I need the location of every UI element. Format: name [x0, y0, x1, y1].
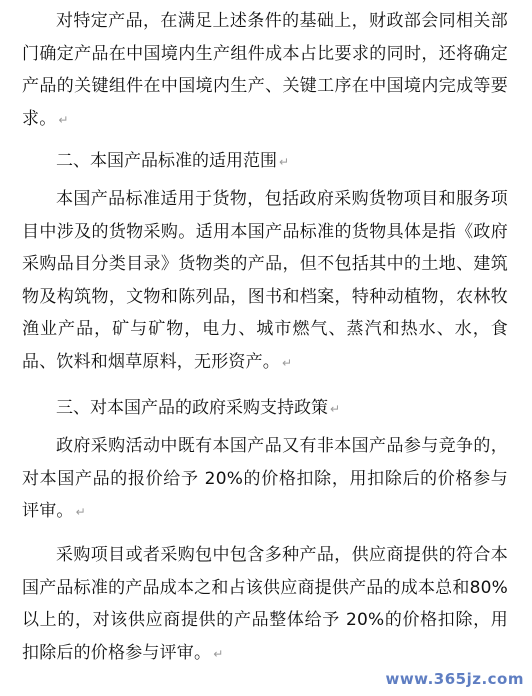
paragraph-multi-product — [22, 539, 508, 670]
paragraph-component-requirements — [22, 5, 508, 136]
paragraph-mark-icon: ↵ — [282, 355, 293, 370]
section-heading-scope — [22, 145, 508, 178]
heading-text: 三、对本国产品的政府采购支持政策 — [56, 398, 328, 418]
paragraph-text: 本国产品标准适用于货物，包括政府采购货物项目和服务项目中涉及的货物采购。适用本国产品标准的货物具体是指《政府采购品目分类目录》货物类的产品，但不包括其中的土地、建筑物及构筑物，文物和陈列品，图书和档案，特种动植物，农林牧渔业产品，矿与矿物，电力、城市燃气、蒸汽和热水、水，食品、饮料和烟草原料，无形资产。 — [22, 189, 508, 372]
paragraph-mark-icon: ↵ — [213, 646, 224, 661]
heading-text: 二、本国产品标准的适用范围 — [56, 151, 277, 171]
site-watermark: www.365jz.com — [385, 670, 524, 688]
paragraph-price-deduction — [22, 430, 508, 529]
paragraph-mark-icon: ↵ — [58, 112, 69, 127]
paragraph-mark-icon: ↵ — [279, 155, 290, 169]
paragraph-mark-icon: ↵ — [75, 505, 86, 519]
paragraph-text: 对特定产品，在满足上述条件的基础上，财政部会同相关部门确定产品在中国境内生产组件成本占比要求的同时，还将确定产品的关键组件在中国境内生产、关键工序在中国境内完成等要求。 — [22, 11, 508, 129]
paragraph-mark-icon: ↵ — [330, 402, 341, 416]
section-heading-policy — [22, 392, 508, 425]
paragraph-text: 政府采购活动中既有本国产品又有非本国产品参与竞争的，对本国产品的报价给予 20%的价格扣除，用扣除后的价格参与评审。 — [22, 436, 508, 521]
paragraph-scope — [22, 183, 508, 379]
paragraph-text: 采购项目或者采购包中包含多种产品，供应商提供的符合本国产品标准的产品成本之和占该供应商提供产品的成本总和80%以上的，对该供应商提供的产品整体给予 20%的价格扣除，用扣除后的价格参与评审。 — [22, 545, 508, 663]
